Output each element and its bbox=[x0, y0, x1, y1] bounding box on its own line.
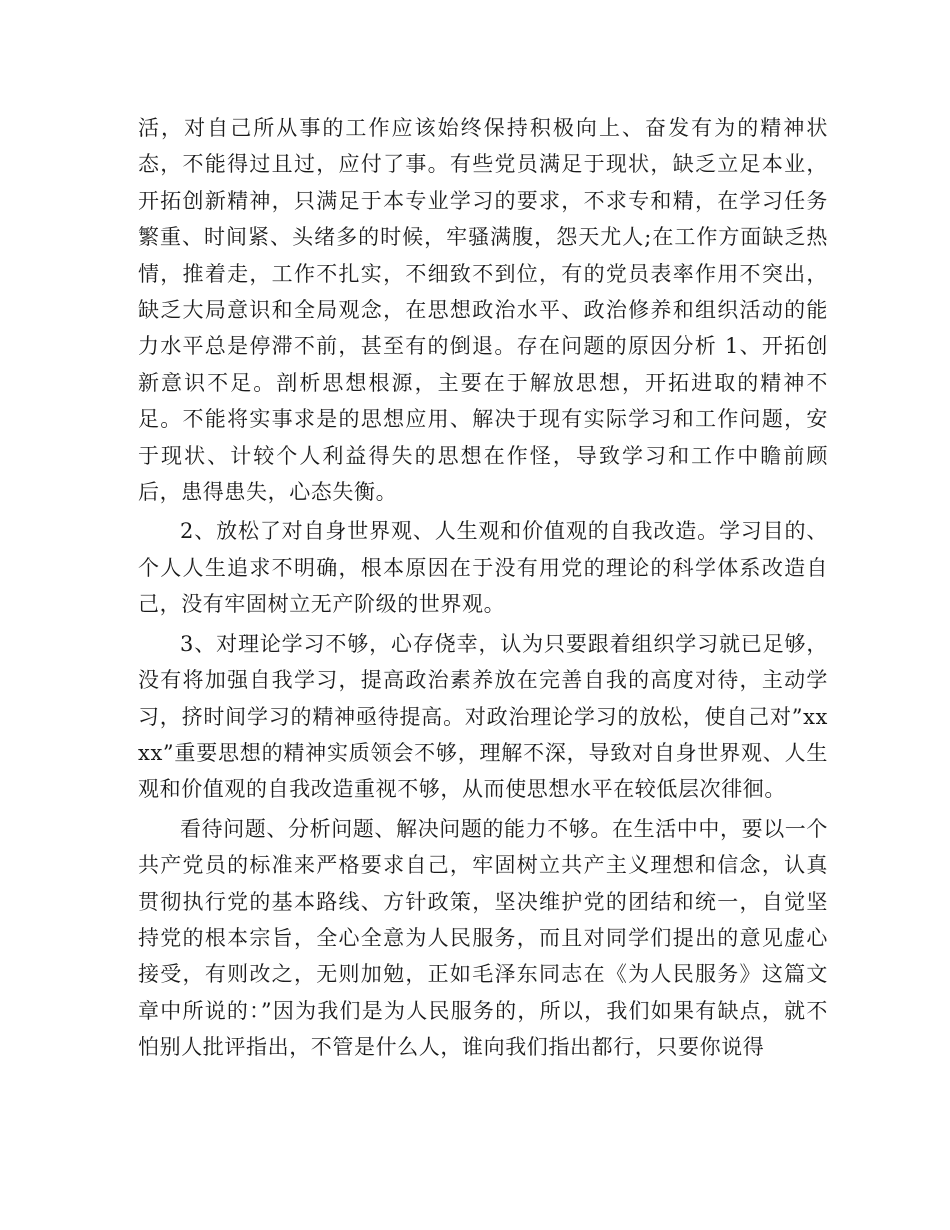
document-body bbox=[138, 110, 828, 1066]
paragraph-3: 3、对理论学习不够，心存侥幸，认为只要跟着组织学习就已足够，没有将加强自我学习，提高政治素养放在完善自我的高度对待，主动学习，挤时间学习的精神亟待提高。对政治理论学习的放松，使自己对”xxxx”重要思想的精神实质领会不够，理解不深，导致对自身世界观、人生观和价值观的自我改造重视不够，从而使思想水平在较低层次徘徊。 bbox=[138, 631, 828, 802]
paragraph-4: 看待问题、分析问题、解决问题的能力不够。在生活中中，要以一个共产党员的标准来严格要求自己，牢固树立共产主义理想和信念，认真贯彻执行党的基本路线、方针政策，坚决维护党的团结和统一，自觉坚持党的根本宗旨，全心全意为人民服务，而且对同学们提出的意见虚心接受，有则改之，无则加勉，正如毛泽东同志在《为人民服务》这篇文章中所说的：”因为我们是为人民服务的，所以，我们如果有缺点，就不怕别人批评指出，不管是什么人，谁向我们指出都行，只要你说得 bbox=[138, 816, 828, 1060]
paragraph-1: 活，对自己所从事的工作应该始终保持积极向上、奋发有为的精神状态，不能得过且过，应付了事。有些党员满足于现状，缺乏立足本业，开拓创新精神，只满足于本专业学习的要求，不求专和精，在学习任务繁重、时间紧、头绪多的时候，牢骚满腹，怨天尤人;在工作方面缺乏热情，推着走，工作不扎实，不细致不到位，有的党员表率作用不突出，缺乏大局意识和全局观念，在思想政治水平、政治修养和组织活动的能力水平总是停滞不前，甚至有的倒退。存在问题的原因分析 1、开拓创新意识不足。剖析思想根源，主要在于解放思想，开拓进取的精神不足。不能将实事求是的思想应用、解决于现有实际学习和工作问题，安于现状、计较个人利益得失的思想在作怪，导致学习和工作中瞻前顾后，患得患失，心态失衡。 bbox=[138, 116, 828, 505]
paragraph-2: 2、放松了对自身世界观、人生观和价值观的自我改造。学习目的、个人人生追求不明确，根本原因在于没有用党的理论的科学体系改造自己，没有牢固树立无产阶级的世界观。 bbox=[138, 519, 828, 617]
